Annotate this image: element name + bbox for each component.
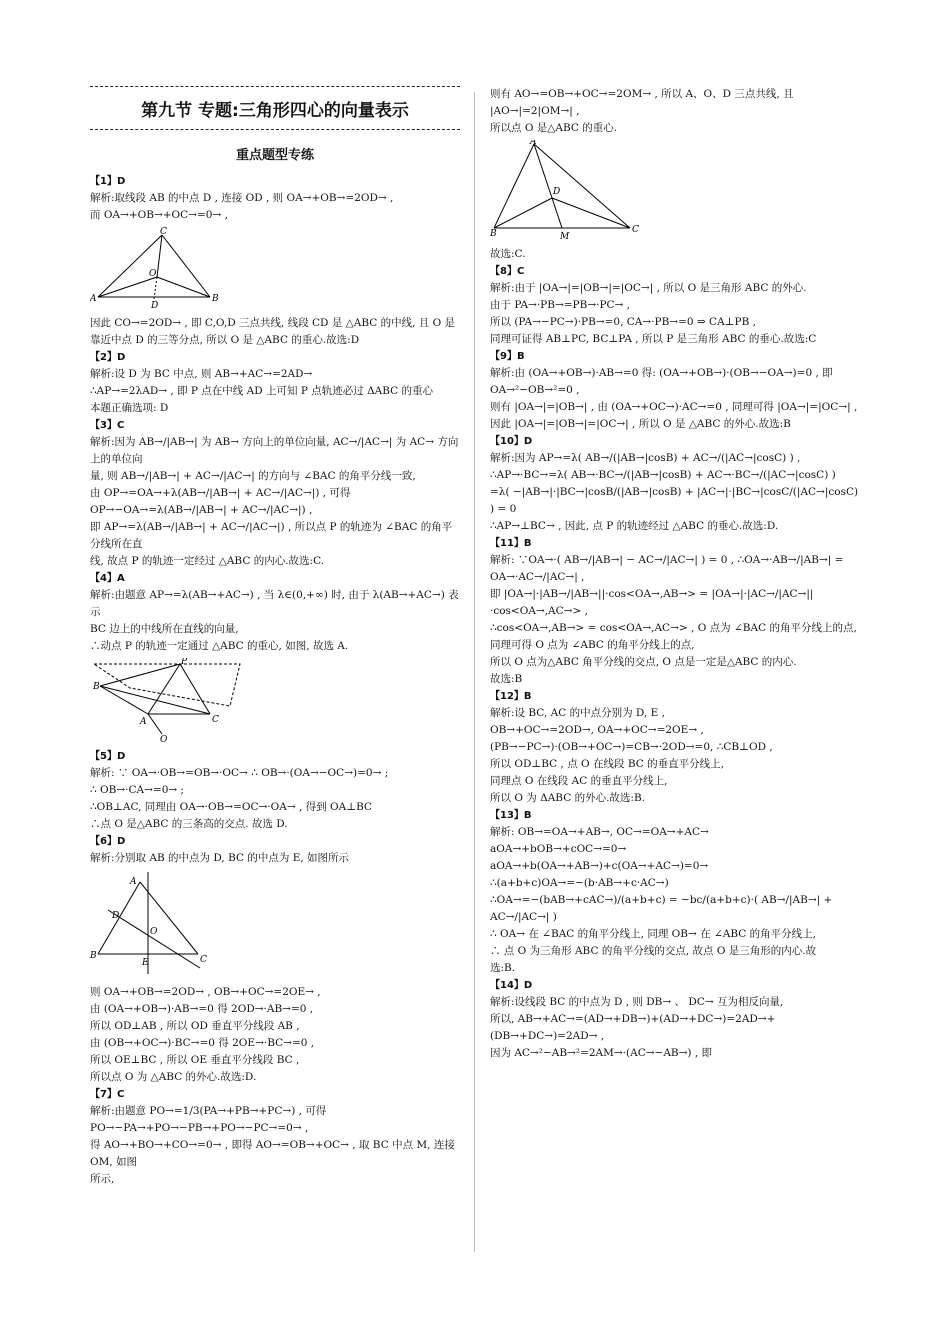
answer-9: 【9】B [490, 351, 525, 362]
solution-line: 所以 O 点为△ABC 角平分线的交点, O 点是一定是△ABC 的内心. [490, 656, 797, 668]
solution-line: ∴OA→=−(bAB→+cAC→)/(a+b+c) = −bc/(a+b+c)·( AB→/|AB→| + AC→/|AC→| ) [490, 894, 833, 923]
label-a: A [130, 877, 137, 887]
solution-line: 即 AP→=λ(AB→/|AB→| + AC→/|AC→|) , 所以点 P 的轨迹为 ∠BAC 的角平分线所在直 [90, 521, 453, 550]
solution-line: 由 (OB→+OC→)·BC→=0 得 2OE→·BC→=0 , [90, 1037, 315, 1049]
label-p: P [181, 658, 188, 667]
solution-line: 线, 故点 P 的轨迹一定经过 △ABC 的内心.故选:C. [90, 555, 325, 567]
label-b: B [490, 229, 497, 239]
solution-line: 同理点 O 在线段 AC 的垂直平分线上, [490, 775, 668, 787]
solution-line: 所以点 O 是△ABC 的重心. [490, 122, 618, 134]
answer-4: 【4】A [90, 573, 125, 584]
solution-line: =λ( −|AB→|·|BC→|cosB/(|AB→|cosB) + |AC→|·|BC→|cosC/(|AC→|cosC) ) = 0 [490, 486, 859, 515]
solution-line: 而 OA→+OB→+OC→=0→ , [90, 209, 228, 221]
solution-line: ∴ OA→ 在 ∠BAC 的角平分线上, 同理 OB→ 在 ∠ABC 的角平分线上, [490, 928, 816, 940]
solution-line: 所以 OD⊥BC , 点 O 在线段 BC 的垂直平分线上, [490, 758, 724, 770]
solution-line: 解析:设线段 BC 的中点为 D , 则 DB→ 、 DC→ 互为相反向量, [490, 996, 784, 1008]
label-o: O [160, 735, 168, 742]
answer-6: 【6】D [90, 836, 126, 847]
solution-line: ∴ OB→·CA→=0→ ; [90, 784, 185, 796]
label-c: C [200, 955, 207, 965]
solution-line: ∴AP→·BC→=λ( AB→·BC→/(|AB→|cosB) + AC→·BC→/(|AC→|cosC) ) [490, 469, 836, 481]
solution-line: 本题正确选项: D [90, 402, 169, 414]
answer-5: 【5】D [90, 751, 126, 762]
label-d: D [151, 301, 159, 309]
label-a: A [140, 717, 147, 727]
label-a: A [530, 140, 537, 147]
solution-line: 得 AO→+BO→+CO→=0→ , 即得 AO→=OB→+OC→ , 取 BC 中点 M, 连接 OM, 如图 [90, 1139, 455, 1168]
figure-7 [490, 140, 650, 240]
left-column [90, 86, 460, 1188]
solution-line: ∴动点 P 的轨迹一定通过 △ABC 的重心, 如图, 故选 A. [90, 640, 349, 652]
solution-line: (PB→−PC→)·(OB→+OC→)=CB→·2OD→=0, ∴CB⊥OD , [490, 741, 773, 753]
solution-line: 解析: OB→=OA→+AB→, OC→=OA→+AC→ [490, 826, 709, 838]
solution-line: BC 边上的中线所在直线的向量, [90, 623, 239, 635]
label-d: D [553, 187, 561, 197]
subtitle: 重点题型专练 [235, 148, 314, 163]
label-m: M [560, 232, 570, 240]
solution-line: 同理可得 O 点为 ∠ABC 的角平分线上的点, [490, 639, 695, 651]
solution-line: 则 OA→+OB→=2OD→ , OB→+OC→=2OE→ , [90, 986, 321, 998]
label-b: B [90, 951, 97, 961]
label-d: D [112, 911, 120, 921]
solution-line: 故选:C. [490, 248, 526, 260]
solution-line: aOA→+b(OA→+AB→)+c(OA→+AC→)=0→ [490, 860, 709, 872]
label-b: B [212, 294, 219, 304]
answer-7: 【7】C [90, 1089, 125, 1100]
solution-line: 解析:设 D 为 BC 中点, 则 AB→+AC→=2AD→ [90, 368, 313, 380]
solution-line: 故选:B [490, 673, 523, 685]
solution-line: 解析:取线段 AB 的中点 D , 连接 OD , 则 OA→+OB→=2OD→ , [90, 192, 394, 204]
answer-11: 【11】B [490, 538, 532, 549]
solution-line: 解析:分别取 AB 的中点为 D, BC 的中点为 E, 如图所示 [90, 852, 350, 864]
solution-line: 解析:设 BC, AC 的中点分别为 D, E , [490, 707, 665, 719]
solution-line: ∴AP→=2λAD→ , 即 P 点在中线 AD 上可知 P 点轨迹必过 ΔABC 的重心 [90, 385, 434, 397]
solution-line: 解析:由题意 PO→=1/3(PA→+PB→+PC→) , 可得 [90, 1105, 327, 1117]
solution-line: PO→−PA→+PO→−PB→+PO→−PC→=0→ , [90, 1122, 309, 1134]
label-c: C [160, 227, 167, 237]
solution-line: OB→+OC→=2OD→, OA→+OC→=2OE→ , [490, 724, 704, 736]
solution-line: 解析:由于 |OA→|=|OB→|=|OC→| , 所以 O 是三角形 ABC 的外心. [490, 282, 807, 294]
solution-line: 由 OP→=OA→+λ(AB→/|AB→| + AC→/|AC→|) , 可得 OP→−OA→=λ(AB→/|AB→| + AC→/|AC→|) , [90, 487, 351, 516]
bottom-dashed-rule [90, 129, 460, 130]
solution-line: ∴cos<OA→,AB→> = cos<OA→,AC→> , O 点为 ∠BAC 的角平分线上的点, [490, 622, 857, 634]
solution-line: 所以点 O 为 △ABC 的外心.故选:D. [90, 1071, 257, 1083]
solution-line: ∴点 O 是△ABC 的三条高的交点. 故选 D. [90, 818, 288, 830]
solution-line: 同理可证得 AB⊥PC, BC⊥PA , 所以 P 是三角形 ABC 的垂心.故选:C [490, 333, 817, 345]
label-e: E [142, 958, 149, 968]
label-b: B [93, 682, 100, 692]
solution-line: 所以, AB→+AC→=(AD→+DB→)+(AD→+DC→)=2AD→+(DB→+DC→)=2AD→ , [490, 1013, 776, 1042]
solution-line: ∴ 点 O 为三角形 ABC 的角平分线的交点, 故点 O 是三角形的内心.故 [490, 945, 817, 957]
solution-line: 所以 OD⊥AB , 所以 OD 垂直平分线段 AB , [90, 1020, 300, 1032]
column-divider [474, 92, 475, 1252]
solution-line: 解析:因为 AP→=λ( AB→/(|AB→|cosB) + AC→/(|AC→|cosC) ) , [490, 452, 801, 464]
solution-line: 则有 AO→=OB→+OC→=2OM→ , 所以 A、O、D 三点共线, 且 |AO→|=2|OM→| , [490, 88, 794, 117]
answer-8: 【8】C [490, 266, 525, 277]
solution-line: 解析:由题意 AP→=λ(AB→+AC→) , 当 λ∈(0,+∞) 时, 由于 λ(AB→+AC→) 表示 [90, 589, 459, 618]
label-o: O [149, 269, 157, 279]
answer-1: 【1】D [90, 176, 126, 187]
figure-4 [90, 658, 250, 742]
answer-2: 【2】D [90, 352, 126, 363]
solution-line: 解析: ∵OA→·( AB→/|AB→| − AC→/|AC→| ) = 0 , ∴OA→·AB→/|AB→| = OA→·AC→/|AC→| , [490, 554, 844, 583]
solution-line: 解析: ∵ OA→·OB→=OB→·OC→ ∴ OB→·(OA→−OC→)=0→ ; [90, 767, 389, 779]
solution-line: 由于 PA→·PB→=PB→·PC→ , [490, 299, 631, 311]
answer-14: 【14】D [490, 980, 533, 991]
label-o: O [150, 927, 158, 937]
figure-1 [90, 227, 220, 309]
solution-line: 由 (OA→+OB→)·AB→=0 得 2OD→·AB→=0 , [90, 1003, 314, 1015]
answer-12: 【12】B [490, 691, 532, 702]
solution-line: 所以 OE⊥BC , 所以 OE 垂直平分线段 BC , [90, 1054, 300, 1066]
answer-13: 【13】B [490, 810, 532, 821]
solution-line: 解析:由 (OA→+OB→)·AB→=0 得: (OA→+OB→)·(OB→−OA→)=0 , 即 OA→²−OB→²=0 , [490, 367, 833, 396]
solution-line: 所以 (PA→−PC→)·PB→=0, CA→·PB→=0 ⇒ CA⊥PB , [490, 316, 757, 328]
solution-line: 因此 |OA→|=|OB→|=|OC→| , 所以 O 是 △ABC 的外心.故选:B [490, 418, 791, 430]
label-c: C [632, 225, 639, 235]
solution-line: 靠近中点 D 的三等分点, 所以 O 是 △ABC 的重心.故选:D [90, 334, 360, 346]
solution-line: 量, 则 AB→/|AB→| + AC→/|AC→| 的方向与 ∠BAC 的角平分线一致, [90, 470, 416, 482]
section-title: 第九节 专题:三角形四心的向量表示 [141, 101, 409, 121]
solution-line: ∴OB⊥AC, 同理由 OA→·OB→=OC→·OA→ , 得到 OA⊥BC [90, 801, 373, 813]
figure-6 [90, 870, 220, 978]
top-dashed-rule [90, 86, 460, 87]
solution-line: 选:B. [490, 962, 516, 974]
solution-line: 解析:因为 AB→/|AB→| 为 AB→ 方向上的单位向量, AC→/|AC→| 为 AC→ 方向上的单位向 [90, 436, 459, 465]
label-c: C [212, 715, 219, 725]
solution-line: 因此 CO→=2OD→ , 即 C,O,D 三点共线, 线段 CD 是 △ABC 的中线, 且 O 是 [90, 317, 456, 329]
answer-3: 【3】C [90, 420, 125, 431]
solution-line: 因为 AC→²−AB→²=2AM→·(AC→−AB→) , 即 [490, 1047, 713, 1059]
label-a: A [90, 294, 97, 304]
solution-line: 所示, [90, 1173, 115, 1185]
answer-10: 【10】D [490, 436, 533, 447]
solution-line: 则有 |OA→|=|OB→| , 由 (OA→+OC→)·AC→=0 , 同理可得 |OA→|=|OC→| , [490, 401, 858, 413]
solution-line: ∴(a+b+c)OA→=−(b·AB→+c·AC→) [490, 877, 669, 889]
solution-line: aOA→+bOB→+cOC→=0→ [490, 843, 627, 855]
solution-line: 所以 O 为 ΔABC 的外心.故选:B. [490, 792, 645, 804]
right-column [490, 86, 865, 1062]
solution-line: 即 |OA→|·|AB→/|AB→||·cos<OA→,AB→> = |OA→|·|AC→/|AC→||·cos<OA→,AC→> , [490, 588, 814, 617]
solution-line: ∴AP→⊥BC→ , 因此, 点 P 的轨迹经过 △ABC 的垂心.故选:D. [490, 520, 779, 532]
